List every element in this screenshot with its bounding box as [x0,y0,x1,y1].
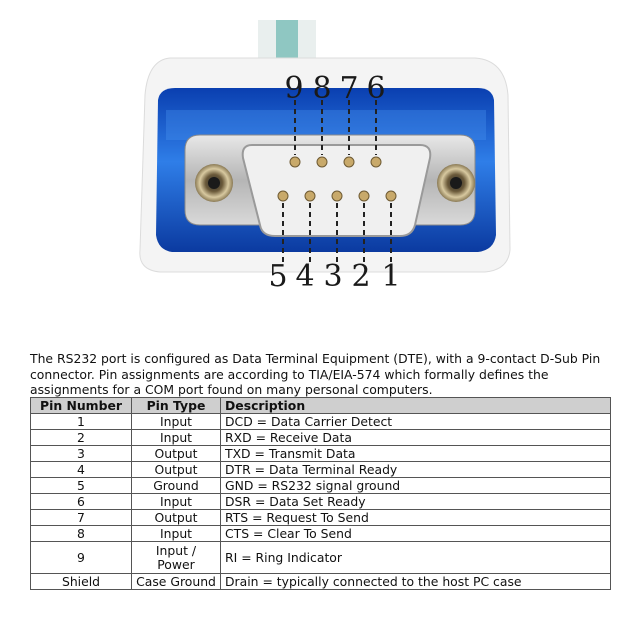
pin-number-cell: 7 [31,510,132,526]
pin-label-4: 4 [295,259,315,294]
pin-number-cell: 9 [31,542,132,574]
table-row [31,430,611,446]
pin-number-cell: 4 [31,462,132,478]
header-pin-number: Pin Number [31,398,132,414]
db9-connector-photo [0,0,640,300]
description-cell: GND = RS232 signal ground [221,478,611,494]
table-row [31,542,611,574]
description-cell: RTS = Request To Send [221,510,611,526]
pin-type-cell: Output [132,462,221,478]
table-row [31,494,611,510]
description-cell: RXD = Receive Data [221,430,611,446]
pin-number-cell: 6 [31,494,132,510]
pin-number-cell: 2 [31,430,132,446]
intro-paragraph: The RS232 port is configured as Data Terminal Equipment (DTE), with a 9-contact D-Sub Pin connector. Pin assignments are according to TIA/EIA-574 which formally defines the assignments for a COM port found on many personal computers. [30,351,601,397]
pin-number-cell: 1 [31,414,132,430]
pin-type-cell: Ground [132,478,221,494]
pin-type-cell: Input [132,414,221,430]
table-row [31,446,611,462]
header-pin-type: Pin Type [132,398,221,414]
table-row [31,526,611,542]
pin-label-3: 3 [323,259,343,294]
pin-label-8: 8 [312,71,332,106]
table-row [31,478,611,494]
pin-label-5: 5 [268,259,288,294]
header-description: Description [221,398,611,414]
pin-type-cell: Input [132,526,221,542]
pin-type-line-1: Input / [155,542,197,558]
pin-type-cell: Output [132,446,221,462]
pin-type-line-2: Power [157,556,195,572]
description-cell: TXD = Transmit Data [221,446,611,462]
pin-number-cell: 3 [31,446,132,462]
description-cell: CTS = Clear To Send [221,526,611,542]
pin-label-6: 6 [366,71,386,106]
table-row [31,510,611,526]
description-cell: DCD = Data Carrier Detect [221,414,611,430]
pin-label-9: 9 [284,71,304,106]
pin-assignment-table [30,397,611,590]
pin-type-cell [132,542,221,574]
table-row [31,574,611,590]
pin-number-cell: Shield [31,574,132,590]
description-cell: RI = Ring Indicator [221,542,611,574]
table-header-row [31,398,611,414]
pin-number-cell: 8 [31,526,132,542]
description-cell: DTR = Data Terminal Ready [221,462,611,478]
pin-number-cell: 5 [31,478,132,494]
pin-type-cell: Input [132,494,221,510]
pin-label-1: 1 [381,259,401,294]
table-row [31,414,611,430]
table-row [31,462,611,478]
description-cell: DSR = Data Set Ready [221,494,611,510]
pin-label-7: 7 [339,71,359,106]
pin-label-2: 2 [351,259,371,294]
description-cell: Drain = typically connected to the host PC case [221,574,611,590]
pin-type-cell: Input [132,430,221,446]
pin-type-cell: Output [132,510,221,526]
pin-type-cell: Case Ground [132,574,221,590]
